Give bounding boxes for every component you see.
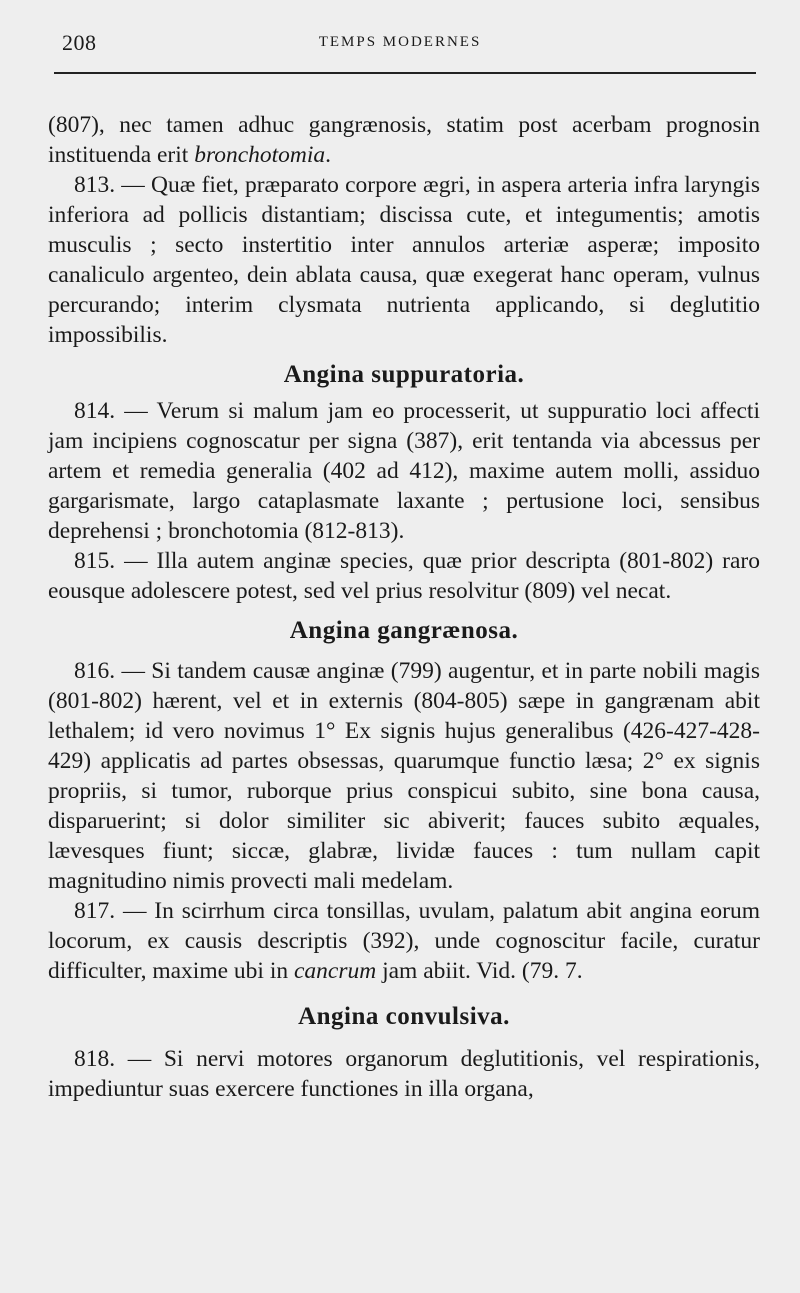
page-number: 208 [62,30,97,55]
italic-term: cancrum [293,958,377,984]
section-heading-gangraenosa: Angina gangrænosa. [289,617,519,644]
section-heading-suppuratoria: Angina suppuratoria. [283,361,525,388]
page-body [48,110,760,1104]
paragraph-818: 818. — Si nervi motores organorum deglutitionis, vel respirationis, impediuntur suas exercere functiones in illa organa, [48,1046,760,1102]
paragraph-816: 816. — Si tandem causæ anginæ (799) augentur, et in parte nobili magis (801-802) hærent, vel et in externis (804-805) sæpe in gangrænam abit lethalem; id vero novimus 1° Ex signis hujus generalibus (426-427-428-429) applicatis ad partes obsessas, quarumque functio læsa; 2° ex signis propriis, si tumor, ruborque prius conspicui subito, sine bona causa, disparuerint; si dolor similiter sic abiverit; fauces subito æquales, lævesques fiunt; siccæ, glabræ, lividæ fauces : tum nullam capit magnitudino nimis provecti mali medelam. [48,658,760,894]
page-header [0,30,800,62]
paragraph-text: . [325,142,332,168]
italic-term: bronchotomia [194,142,326,168]
paragraph-814: 814. — Verum si malum jam eo processerit, ut suppuratio loci affecti jam incipiens cognoscatur per signa (387), erit tentanda via abcessus per artem et remedia generalia (402 ad 412), maxime autem molli, assiduo gargarismate, largo cataplasmate laxante ; pertusione loci, sensibus deprehensi ; bronchotomia (812-813). [48,398,760,544]
paragraph-815: 815. — Illa autem anginæ species, quæ prior descripta (801-802) raro eousque adolescere potest, sed vel prius resolvitur (809) vel necat. [48,548,760,604]
section-heading-convulsiva: Angina convulsiva. [298,1003,510,1030]
paragraph-text: (807), nec tamen adhuc gangrænosis, statim post acerbam prognosin instituenda erit [48,112,760,168]
running-title: TEMPS MODERNES [318,34,482,50]
paragraph-813: 813. — Quæ fiet, præparato corpore ægri, in aspera arteria infra laryngis inferiora ad pollicis distantiam; discissa cute, et integumentis; amotis musculis ; secto instertitio inter annulos arteriæ asperæ; imposito canaliculo argenteo, dein ablata causa, quæ exegerat hanc operam, vulnus percurando; interim clysmata nutrienta applicando, si deglutitio impossibilis. [48,172,760,348]
paragraph-text: 817. — In scirrhum circa tonsillas, uvulam, palatum abit angina eorum locorum, ex causis descriptis (392), unde cognoscitur facile, curatur difficulter, maxime ubi in [48,898,760,984]
header-rule [54,72,756,74]
paragraph-817 [48,896,760,986]
paragraph-continuation [48,110,760,170]
paragraph-text: jam abiit. Vid. (79. 7. [376,958,583,984]
